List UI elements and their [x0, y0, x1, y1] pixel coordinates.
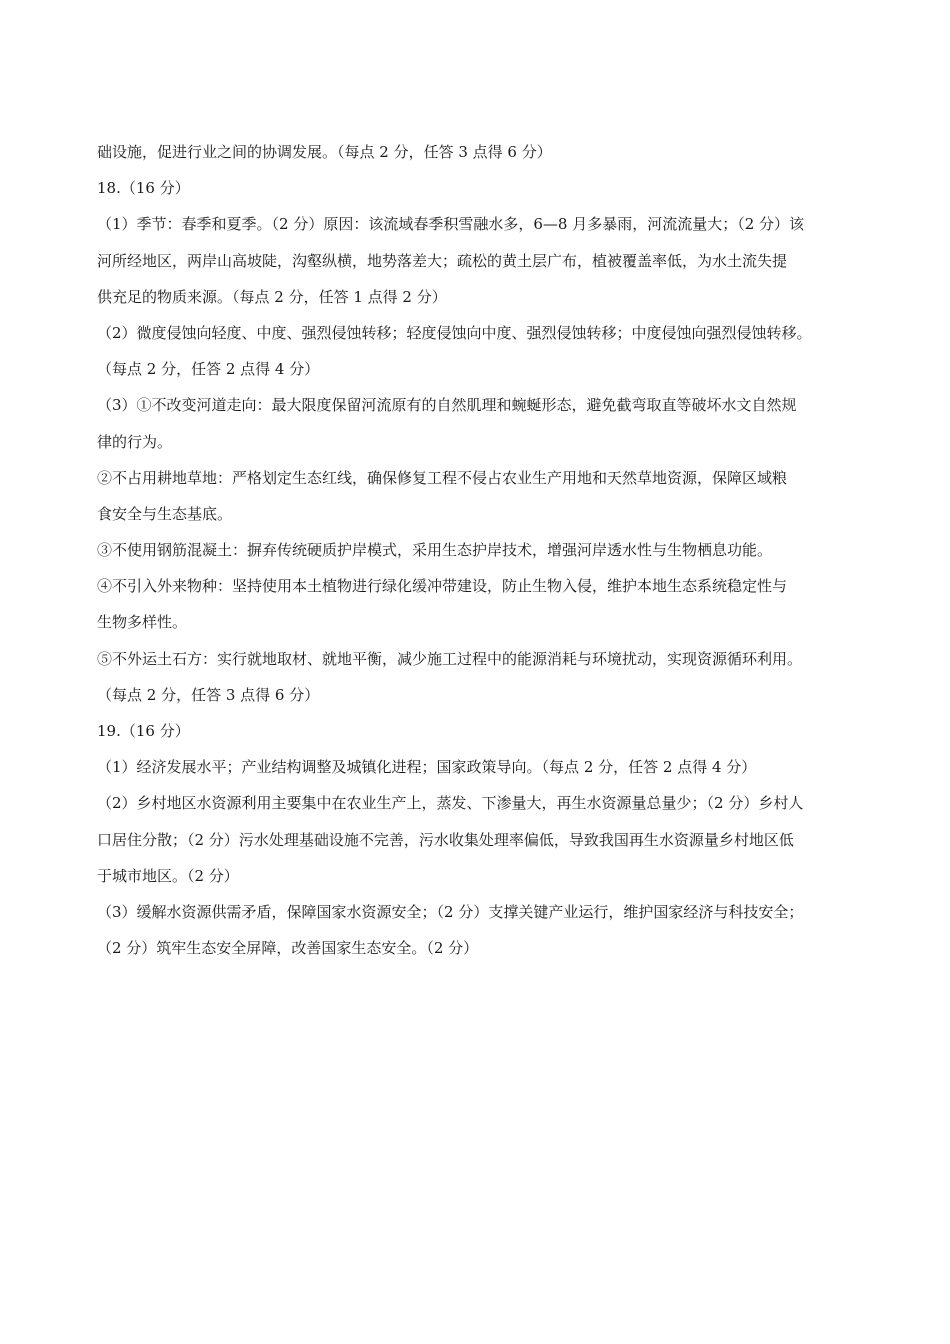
text-line: ⑤不外运土石方：实行就地取材、就地平衡，减少施工过程中的能源消耗与环境扰动，实现资源循环利用。	[97, 649, 803, 668]
text-line: 供充足的物质来源。（每点 2 分，任答 1 点得 2 分）	[97, 287, 447, 306]
text-line: 础设施，促进行业之间的协调发展。（每点 2 分，任答 3 点得 6 分）	[97, 143, 552, 161]
text-line: 口居住分散；（2 分）污水处理基础设施不完善，污水收集处理率偏低，导致我国再生水资源量乡村地区低	[97, 830, 794, 849]
question-19-heading: 19.（16 分）	[97, 722, 190, 740]
text-line: 律的行为。	[97, 432, 173, 451]
text-line: ④不引入外来物种：坚持使用本土植物进行绿化缓冲带建设，防止生物入侵，维护本地生态系统稳定性与	[97, 577, 788, 596]
text-line: ②不占用耕地草地：严格划定生态红线，确保修复工程不侵占农业生产用地和天然草地资源，保障区域粮	[97, 468, 788, 487]
text-line: （每点 2 分，任答 2 点得 4 分）	[97, 360, 320, 379]
text-line: 生物多样性。	[97, 613, 188, 632]
text-line: （每点 2 分，任答 3 点得 6 分）	[97, 685, 320, 704]
text-line: （1）经济发展水平；产业结构调整及城镇化进程；国家政策导向。（每点 2 分，任答 2 点得 4 分）	[97, 758, 757, 777]
text-line: （1）季节：春季和夏季。（2 分）原因：该流域春季积雪融水多，6—8 月多暴雨，河流流量大；（2 分）该	[97, 215, 805, 234]
text-line: ③不使用钢筋混凝土：摒弃传统硬质护岸模式，采用生态护岸技术，增强河岸透水性与生物栖息功能。	[97, 541, 773, 560]
text-line: 河所经地区，两岸山高坡陡，沟壑纵横，地势落差大；疏松的黄土层广布，植被覆盖率低，为水土流失提	[97, 251, 788, 270]
text-line: （2）乡村地区水资源利用主要集中在农业生产上，蒸发、下渗量大，再生水资源量总量少；（2 分）乡村人	[97, 794, 804, 813]
text-line: （2 分）筑牢生态安全屏障，改善国家生态安全。（2 分）	[97, 939, 479, 958]
text-line: 于城市地区。（2 分）	[97, 866, 239, 885]
text-line: （2）微度侵蚀向轻度、中度、强烈侵蚀转移；轻度侵蚀向中度、强烈侵蚀转移；中度侵蚀向强烈侵蚀转移。	[97, 323, 812, 342]
text-line: （3）①不改变河道走向：最大限度保留河流原有的自然肌理和蜿蜒形态，避免截弯取直等破坏水文自然规	[97, 396, 797, 415]
answer-text-block	[97, 139, 877, 971]
text-line: 食安全与生态基底。	[97, 504, 233, 523]
question-18-heading: 18.（16 分）	[97, 179, 190, 198]
text-line: （3）缓解水资源供需矛盾，保障国家水资源安全；（2 分）支撑关键产业运行，维护国家经济与科技安全；	[97, 902, 804, 921]
